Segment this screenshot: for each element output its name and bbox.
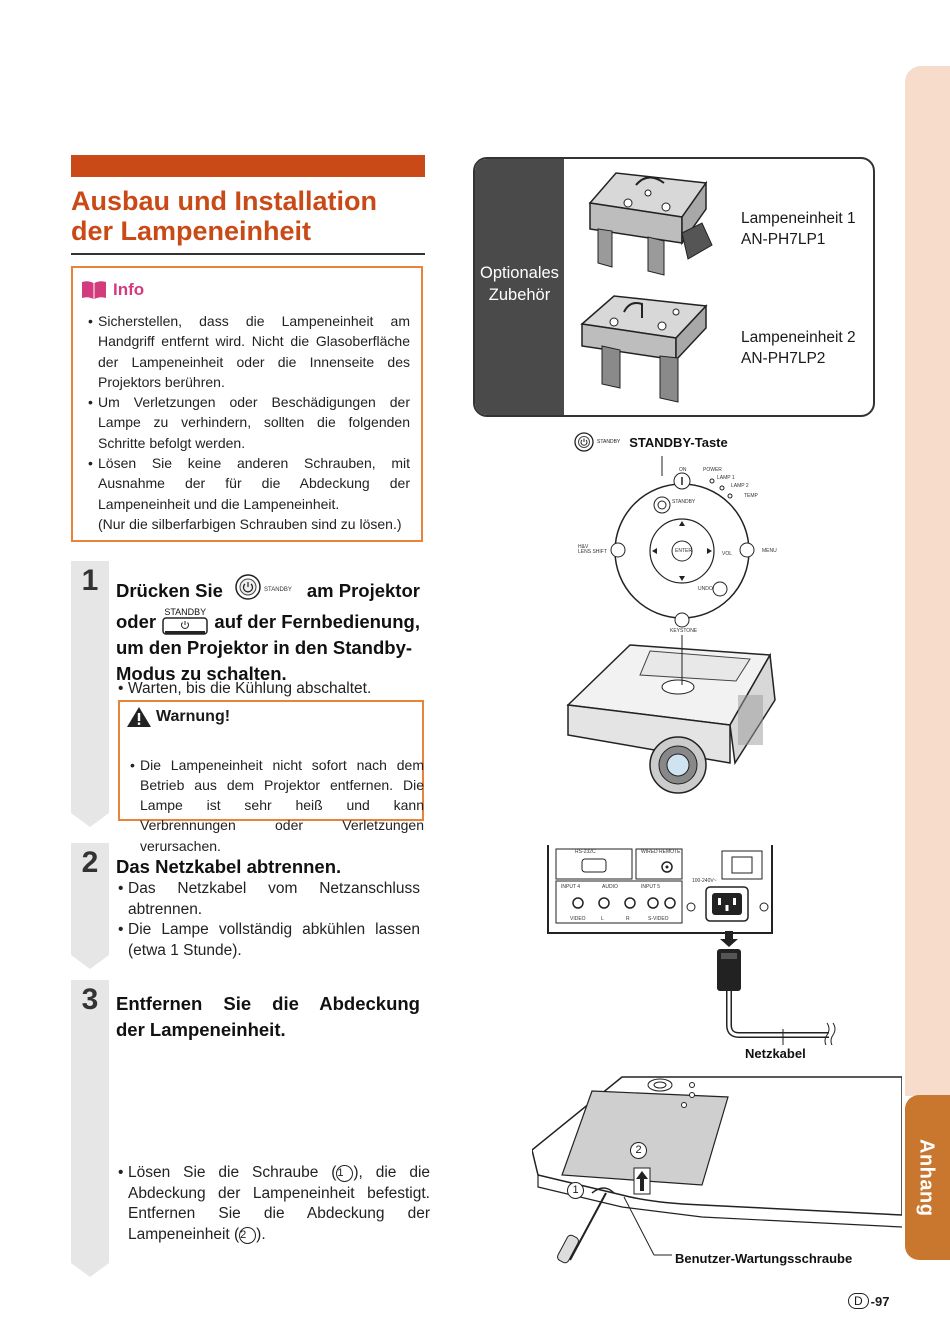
step-3-head-a: Entfernen Sie die Abdeckung	[116, 993, 420, 1014]
title-rule	[71, 253, 425, 255]
panel-lens-shift-label: LENS SHIFT	[578, 549, 607, 555]
lamp-unit-2-label	[741, 327, 856, 369]
marker-1: 1	[567, 1182, 584, 1199]
panel-power-label: POWER	[703, 467, 722, 473]
page-number	[848, 1293, 889, 1309]
warning-icon	[126, 706, 152, 728]
panel-hv-label: H&V	[578, 544, 589, 550]
step-3-text-c: ).	[256, 1225, 266, 1243]
info-item-3: • Lösen Sie keine anderen Schrauben, mit Ausnahme der für die Abdeckung der Lampeneinheit und die Lampeneinheit.	[88, 453, 410, 514]
rear-r-label: R	[626, 916, 630, 922]
info-item-2: • Um Verletzungen oder Beschädigungen der Lampe zu verhindern, sollten die folgenden Schritte befolgt werden.	[88, 392, 410, 453]
step-3-bullet	[118, 1163, 430, 1245]
section-tab-label: Anhang	[915, 1138, 938, 1217]
step-3-text-a: Lösen Sie die Schraube (	[128, 1164, 337, 1182]
standby-caption-row	[574, 432, 728, 452]
warning-header	[126, 706, 230, 728]
rear-l-label: L	[601, 916, 604, 922]
rear-audio-label: AUDIO	[602, 884, 618, 890]
info-label: Info	[113, 280, 145, 299]
info-item-1: • Sicherstellen, dass die Lampeneinheit am Handgriff entfernt wird. Nicht die Glasoberfläche der Lampeneinheit oder die Innenseite des Projektors berühren.	[88, 311, 410, 392]
step-3-text-b: ), die die Abdeckung der Lampeneinheit befestigt. Entfernen Sie die Abdeckung der Lampeneinheit (	[128, 1164, 431, 1243]
step-2-bullet-2: • Die Lampe vollständig abkühlen lassen (etwa 1 Stunde).	[118, 920, 420, 961]
step-3-bar	[71, 980, 109, 1263]
page-title	[71, 186, 431, 246]
step-2-heading: Das Netzkabel abtrennen.	[116, 856, 342, 877]
standby-small-label: STANDBY	[264, 587, 292, 593]
accessory-label	[475, 262, 564, 306]
info-note: (Nur die silberfarbigen Schrauben sind zu lösen.)	[98, 515, 402, 532]
panel-vol-label: VOL	[722, 551, 733, 557]
title-bar	[71, 155, 425, 177]
lamp-unit-1-illustration	[578, 163, 718, 283]
page-title-line1: Ausbau und Installation	[71, 186, 378, 216]
step-1-head-b: am Projektor	[306, 579, 420, 601]
marker-2: 2	[630, 1142, 647, 1159]
panel-on-label: ON	[679, 467, 687, 473]
power-cable-illustration	[705, 925, 845, 1045]
step-2-bullet-1: • Das Netzkabel vom Netzanschluss abtrennen.	[118, 879, 420, 920]
step-1-head-d: auf der Fernbedienung,	[214, 611, 420, 632]
panel-menu-label: MENU	[762, 548, 777, 554]
projector-illustration	[560, 635, 785, 800]
panel-enter-label: ENTER	[675, 548, 692, 554]
accessory-label-line1: Optionales	[480, 264, 559, 282]
panel-keystone-label: KEYSTONE	[670, 628, 698, 634]
remote-standby-label: STANDBY	[164, 607, 207, 617]
panel-lamp2-label: LAMP 2	[731, 483, 749, 489]
panel-standby-label: STANDBY	[672, 499, 696, 505]
step-3-number: 3	[81, 983, 99, 1016]
warning-label: Warnung!	[156, 708, 231, 725]
step-1-head-a: Drücken Sie	[116, 579, 223, 601]
book-icon	[81, 280, 107, 300]
remote-standby-icon	[162, 607, 208, 635]
info-header	[81, 280, 144, 300]
step-3-head-b: der Lampeneinheit.	[116, 1019, 286, 1040]
panel-undo-label: UNDO	[698, 586, 713, 592]
rear-voltage-label: 100-240V~	[692, 878, 717, 884]
power-cable-caption: Netzkabel	[745, 1046, 806, 1061]
lamp-cover-illustration	[532, 1075, 902, 1270]
lamp-unit-2-model: AN-PH7LP2	[741, 350, 826, 367]
lamp-unit-1-label	[741, 208, 856, 250]
standby-caption: STANDBY-Taste	[629, 434, 728, 450]
service-screw-caption: Benutzer-Wartungsschraube	[675, 1251, 853, 1266]
step-1-number: 1	[81, 564, 99, 597]
circled-number-1: 1	[336, 1165, 353, 1182]
step-1-bar	[71, 561, 109, 813]
rear-input5-label: INPUT 5	[641, 884, 661, 890]
rear-input4-label: INPUT 4	[561, 884, 581, 890]
panel-temp-label: TEMP	[744, 493, 758, 499]
step-1-bullet: • Warten, bis die Kühlung abschaltet.	[118, 679, 428, 700]
side-strip	[905, 66, 950, 1096]
warning-text: • Die Lampeneinheit nicht sofort nach dem Betrieb aus dem Projektor entfernen. Die Lampe ist sehr heiß und kann Verbrennungen oder Verletzungen verursachen.	[130, 755, 424, 856]
step-3-heading	[116, 991, 420, 1043]
accessory-label-line2: Zubehör	[488, 286, 551, 304]
step-1-head-c: oder	[116, 611, 157, 632]
rear-video-label: VIDEO	[570, 916, 586, 922]
page-title-line2: der Lampeneinheit	[71, 216, 312, 246]
step-1-head-e: um den Projektor in den Standby-	[116, 637, 413, 658]
panel-lamp1-label: LAMP 1	[717, 475, 735, 481]
lamp-unit-2-illustration	[574, 290, 714, 410]
step-2-list	[118, 879, 420, 961]
page-prefix-badge: D	[848, 1293, 869, 1309]
lamp-unit-1-name: Lampeneinheit 1	[741, 210, 856, 227]
rear-wired-remote-label: WIRED REMOTE	[641, 849, 681, 855]
step-1-head-f: Modus zu schalten.	[116, 663, 287, 684]
lamp-unit-2-name: Lampeneinheit 2	[741, 329, 856, 346]
circled-number-2: 2	[239, 1227, 256, 1244]
step-2-number: 2	[81, 846, 99, 879]
page-number-value: -97	[870, 1293, 890, 1309]
standby-caption-small: STANDBY	[597, 439, 621, 445]
lamp-unit-1-model: AN-PH7LP1	[741, 231, 826, 248]
standby-caption-icon	[574, 432, 594, 452]
info-list	[88, 311, 410, 534]
rear-svideo-label: S-VIDEO	[648, 916, 669, 922]
rear-rs232c-label: RS-232C	[575, 849, 596, 855]
